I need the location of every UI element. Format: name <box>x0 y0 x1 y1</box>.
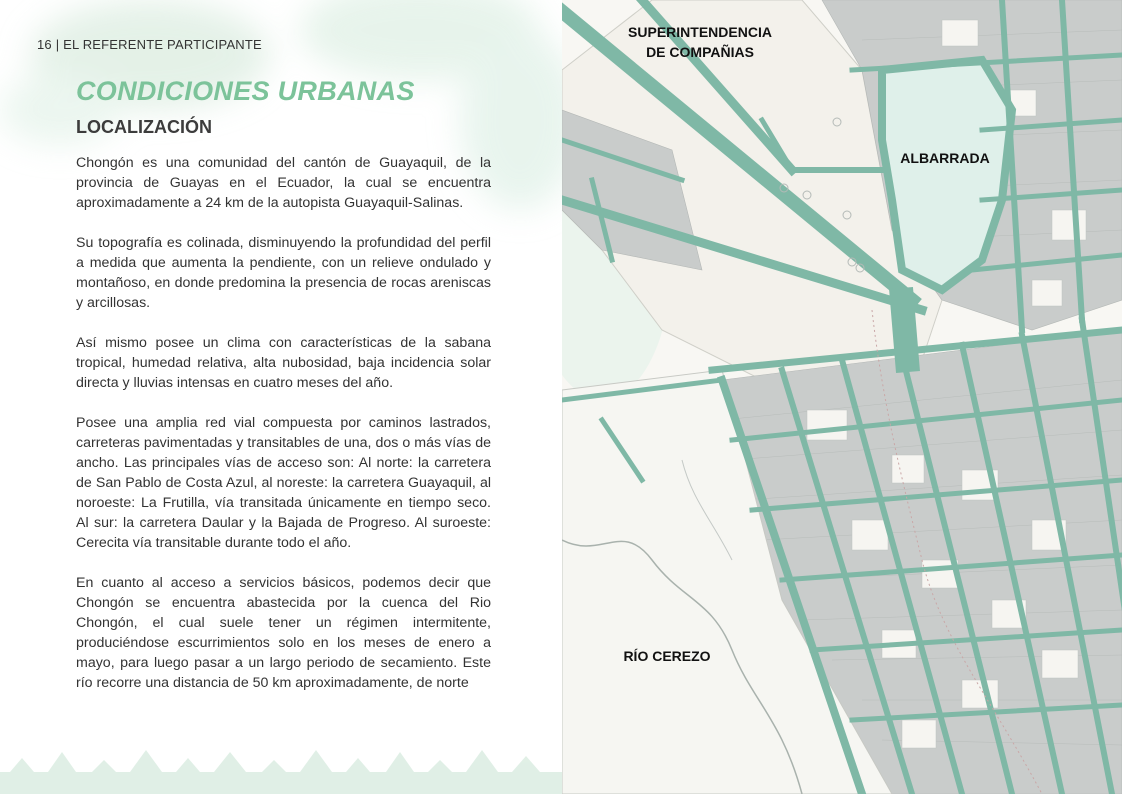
paragraph: En cuanto al acceso a servicios básicos, podemos decir que Chongón se encuentra abastecida por la cuenca del Rio Chongón, el cual suele tener un régimen intermitente, produciéndose escurrimientos solo en los meses de enero a mayo, para luego pasar a un largo periodo de secamiento. Este río recorre una distancia de 50 km aproximadamente, de norte <box>76 575 491 691</box>
map-label-albarrada: ALBARRADA <box>900 150 990 166</box>
page-title: CONDICIONES URBANAS <box>76 76 415 106</box>
paragraph: Así mismo posee un clima con características de la sabana tropical, humedad relativa, alta nubosidad, baja incidencia solar directa y lluvias intensas en cuatro meses del año. <box>76 335 491 391</box>
page-number: 16 <box>37 37 52 52</box>
paragraph: Posee una amplia red vial compuesta por caminos lastrados, carreteras pavimentadas y transitables de una, dos o más vías de ancho. Las principales vías de acceso son: Al norte: la carretera de San Pablo de Costa Azul, al noreste: la carretera Guayaquil, al noroeste: La Frutilla, vía transitada únicamente en tiempo seco. Al sur: la carretera Daular y la Bajada de Progreso. Al suroeste: Cerecita vía transitable durante todo el año. <box>76 415 491 551</box>
village-silhouette <box>0 750 562 794</box>
paragraph: Chongón es una comunidad del cantón de Guayaquil, de la provincia de Guayas en el Ecuador, la cual se encuentra aproximadamente a 24 km de la autopista Guayaquil-Salinas. <box>76 155 491 211</box>
section-name: EL REFERENTE PARTICIPANTE <box>63 37 262 52</box>
header-separator: | <box>55 37 60 52</box>
section-subtitle: LOCALIZACIÓN <box>76 117 212 137</box>
map-label-rio-cerezo: RÍO CEREZO <box>623 648 711 664</box>
body-text <box>76 153 491 713</box>
map-drawing <box>562 0 1122 794</box>
urban-map <box>562 0 1122 794</box>
map-label-superintendencia: SUPERINTENDENCIA DE COMPAÑIAS <box>628 24 772 60</box>
page-header <box>37 37 262 52</box>
paragraph: Su topografía es colinada, disminuyendo la profundidad del perfil a medida que aumenta la pendiente, con un relieve ondulado y montañoso, en donde predomina la presencia de rocas areniscas y arcillosas. <box>76 235 491 311</box>
